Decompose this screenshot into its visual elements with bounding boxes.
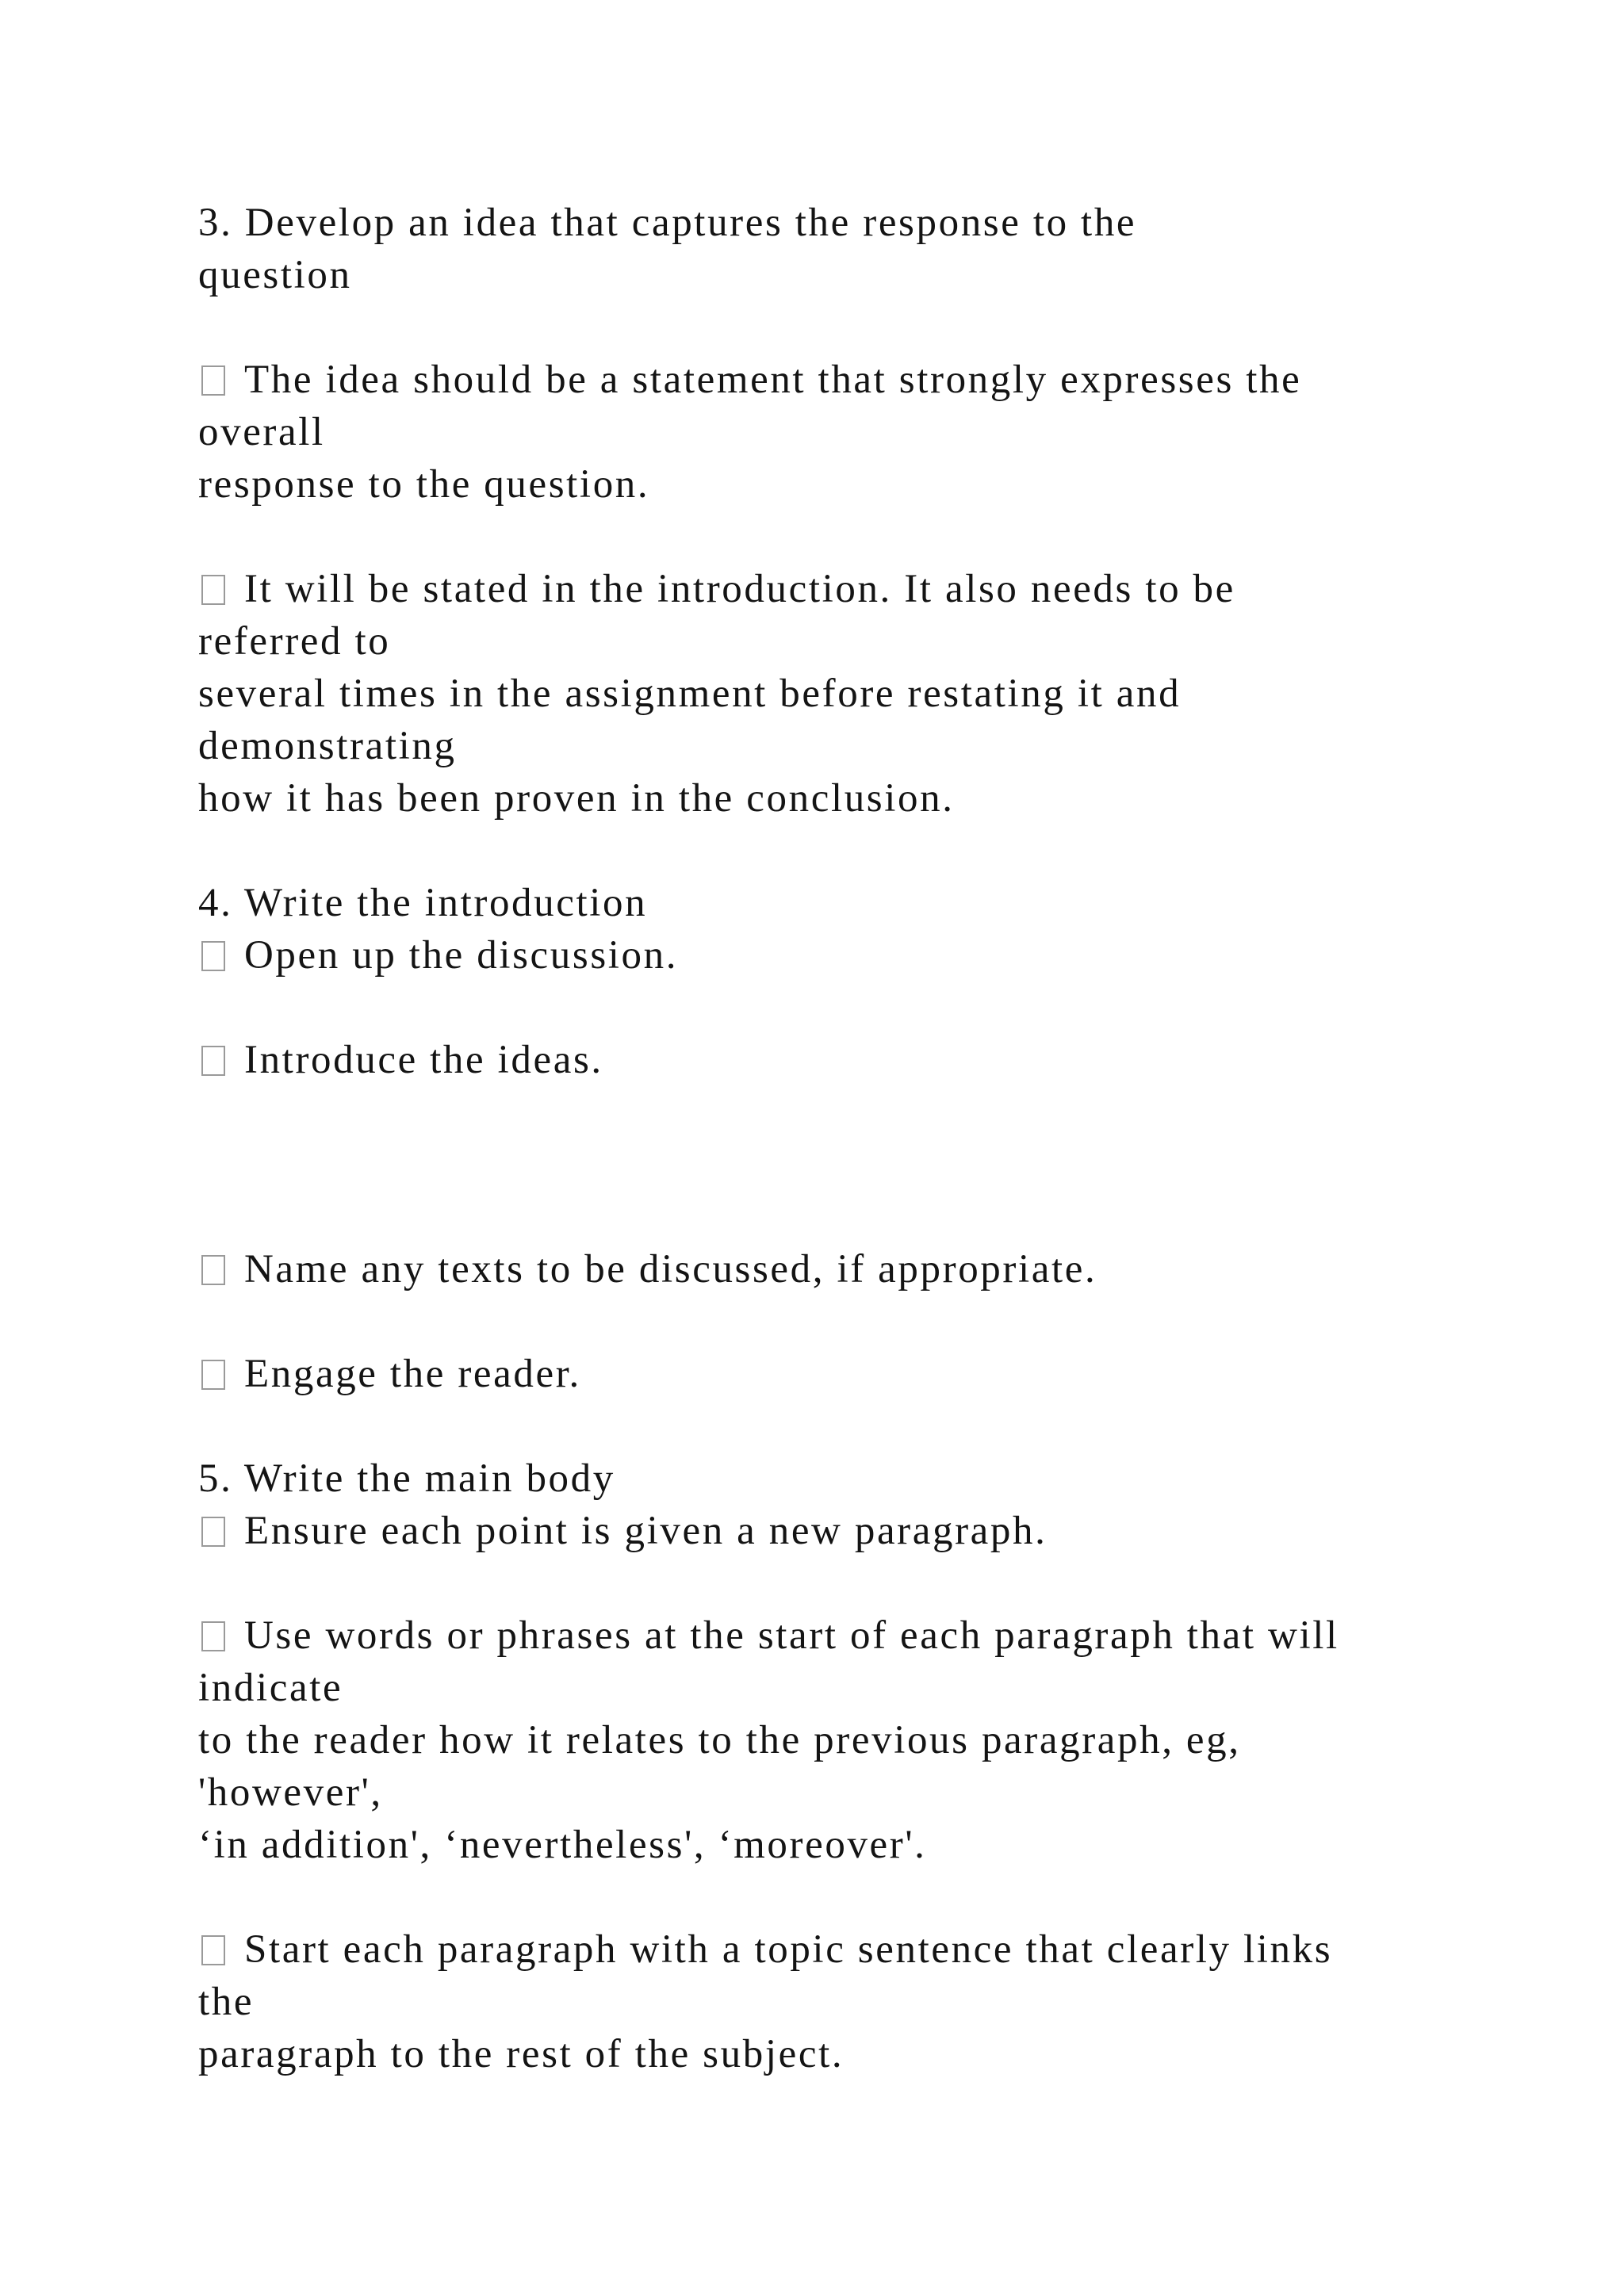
bullet-icon — [201, 1255, 225, 1285]
text-line: demonstrating — [198, 724, 457, 768]
bullet-line: Open up the discussion. — [198, 929, 678, 982]
section-heading: 4. Write the introduction — [198, 881, 648, 925]
bullet-icon — [201, 365, 225, 396]
text-line: the — [198, 1980, 255, 2024]
section-heading: 5. Write the main body — [198, 1456, 615, 1501]
text-line: 'however', — [198, 1770, 383, 1815]
text-line: referred to — [198, 619, 391, 664]
text-line: to the reader how it relates to the previous paragraph, eg, — [198, 1718, 1241, 1762]
text-line: overall — [198, 410, 325, 454]
bullet-line: Start each paragraph with a topic sentence that clearly links — [198, 1923, 1332, 1976]
text-line: paragraph to the rest of the subject. — [198, 2032, 845, 2076]
text-line: indicate — [198, 1666, 343, 1710]
bullet-line: Ensure each point is given a new paragraph. — [198, 1505, 1047, 1557]
bullet-icon — [201, 1046, 225, 1076]
bullet-icon — [201, 1935, 225, 1965]
bullet-icon — [201, 1360, 225, 1390]
text-line: response to the question. — [198, 462, 650, 507]
bullet-line: Introduce the ideas. — [198, 1034, 603, 1086]
text-line: several times in the assignment before restating it and — [198, 672, 1182, 716]
bullet-icon — [201, 1517, 225, 1547]
bullet-line: It will be stated in the introduction. It also needs to be — [198, 563, 1235, 615]
bullet-line: Name any texts to be discussed, if appropriate. — [198, 1243, 1097, 1295]
bullet-icon — [201, 575, 225, 605]
bullet-icon — [201, 1621, 225, 1651]
bullet-line: The idea should be a statement that strongly expresses the — [198, 354, 1301, 406]
bullet-line: Use words or phrases at the start of each paragraph that will — [198, 1609, 1339, 1662]
bullet-line: Engage the reader. — [198, 1348, 581, 1400]
text-line: question — [198, 253, 352, 297]
text-line: 3. Develop an idea that captures the response to the — [198, 201, 1137, 245]
text-line: how it has been proven in the conclusion. — [198, 776, 955, 821]
text-line: ‘in addition', ‘nevertheless', ‘moreover'. — [198, 1823, 927, 1867]
bullet-icon — [201, 941, 225, 971]
